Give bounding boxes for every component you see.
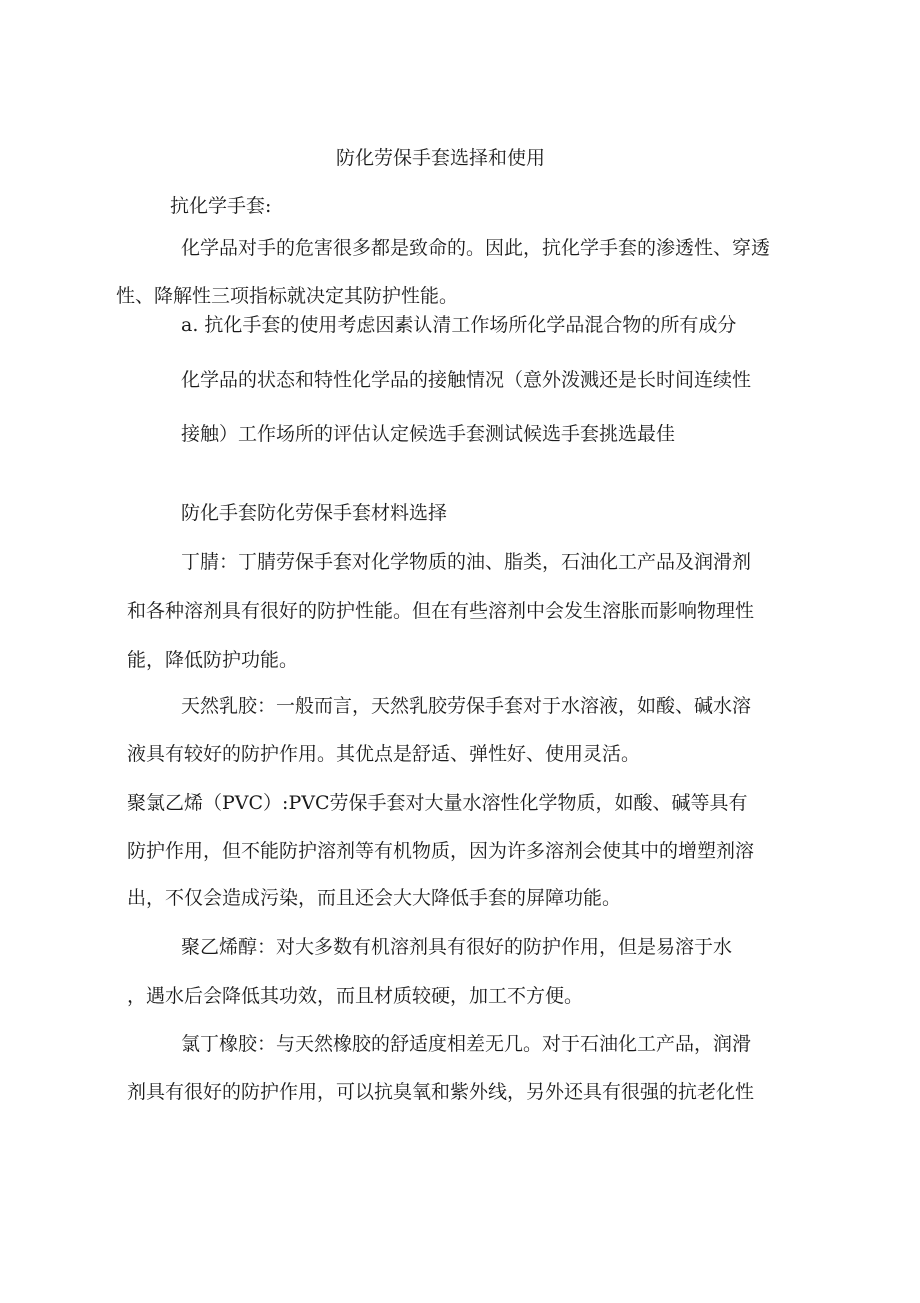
nitrile-paragraph-line: 丁腈：丁腈劳保手套对化学物质的油、脂类，石油化工产品及润滑剂	[181, 551, 752, 573]
item-a-line: 接触）工作场所的评估认定候选手套测试候选手套挑选最佳	[181, 423, 676, 445]
neoprene-paragraph-line: 氯丁橡胶：与天然橡胶的舒适度相差无几。对于石油化工产品，润滑	[181, 1033, 752, 1055]
nitrile-paragraph-line: 能，降低防护功能。	[127, 649, 299, 671]
item-a-line: a. 抗化手套的使用考虑因素认清工作场所化学品混合物的所有成分	[181, 314, 737, 336]
pva-paragraph-line: 聚乙烯醇：对大多数有机溶剂具有很好的防护作用，但是易溶于水	[181, 936, 733, 958]
intro-paragraph-line: 化学品对手的危害很多都是致命的。因此，抗化学手套的渗透性、穿透	[181, 237, 771, 259]
pvc-paragraph-line: 聚氯乙烯（PVC）:PVC劳保手套对大量水溶性化学物质，如酸、碱等具有	[127, 792, 748, 814]
neoprene-paragraph-line: 剂具有很好的防护作用，可以抗臭氧和紫外线，另外还具有很强的抗老化性	[127, 1081, 755, 1103]
pva-paragraph-line: ，遇水后会降低其功效，而且材质较硬，加工不方便。	[127, 985, 584, 1007]
nitrile-paragraph-line: 和各种溶剂具有很好的防护性能。但在有些溶剂中会发生溶胀而影响物理性	[127, 600, 755, 622]
pvc-paragraph-line: 防护作用，但不能防护溶剂等有机物质，因为许多溶剂会使其中的增塑剂溶	[127, 840, 755, 862]
item-a-line: 化学品的状态和特性化学品的接触情况（意外泼溅还是长时间连续性	[181, 369, 752, 391]
latex-paragraph-line: 天然乳胶：一般而言，天然乳胶劳保手套对于水溶液，如酸、碱水溶	[181, 695, 752, 717]
section-heading-material-selection: 防化手套防化劳保手套材料选择	[181, 502, 448, 524]
intro-paragraph-line: 性、降解性三项指标就决定其防护性能。	[116, 285, 459, 307]
page-title: 防化劳保手套选择和使用	[336, 147, 546, 169]
section-heading-chemical-gloves: 抗化学手套:	[170, 195, 272, 217]
pvc-paragraph-line: 出，不仅会造成污染，而且还会大大降低手套的屏障功能。	[127, 887, 622, 909]
latex-paragraph-line: 液具有较好的防护作用。其优点是舒适、弹性好、使用灵活。	[127, 743, 641, 765]
